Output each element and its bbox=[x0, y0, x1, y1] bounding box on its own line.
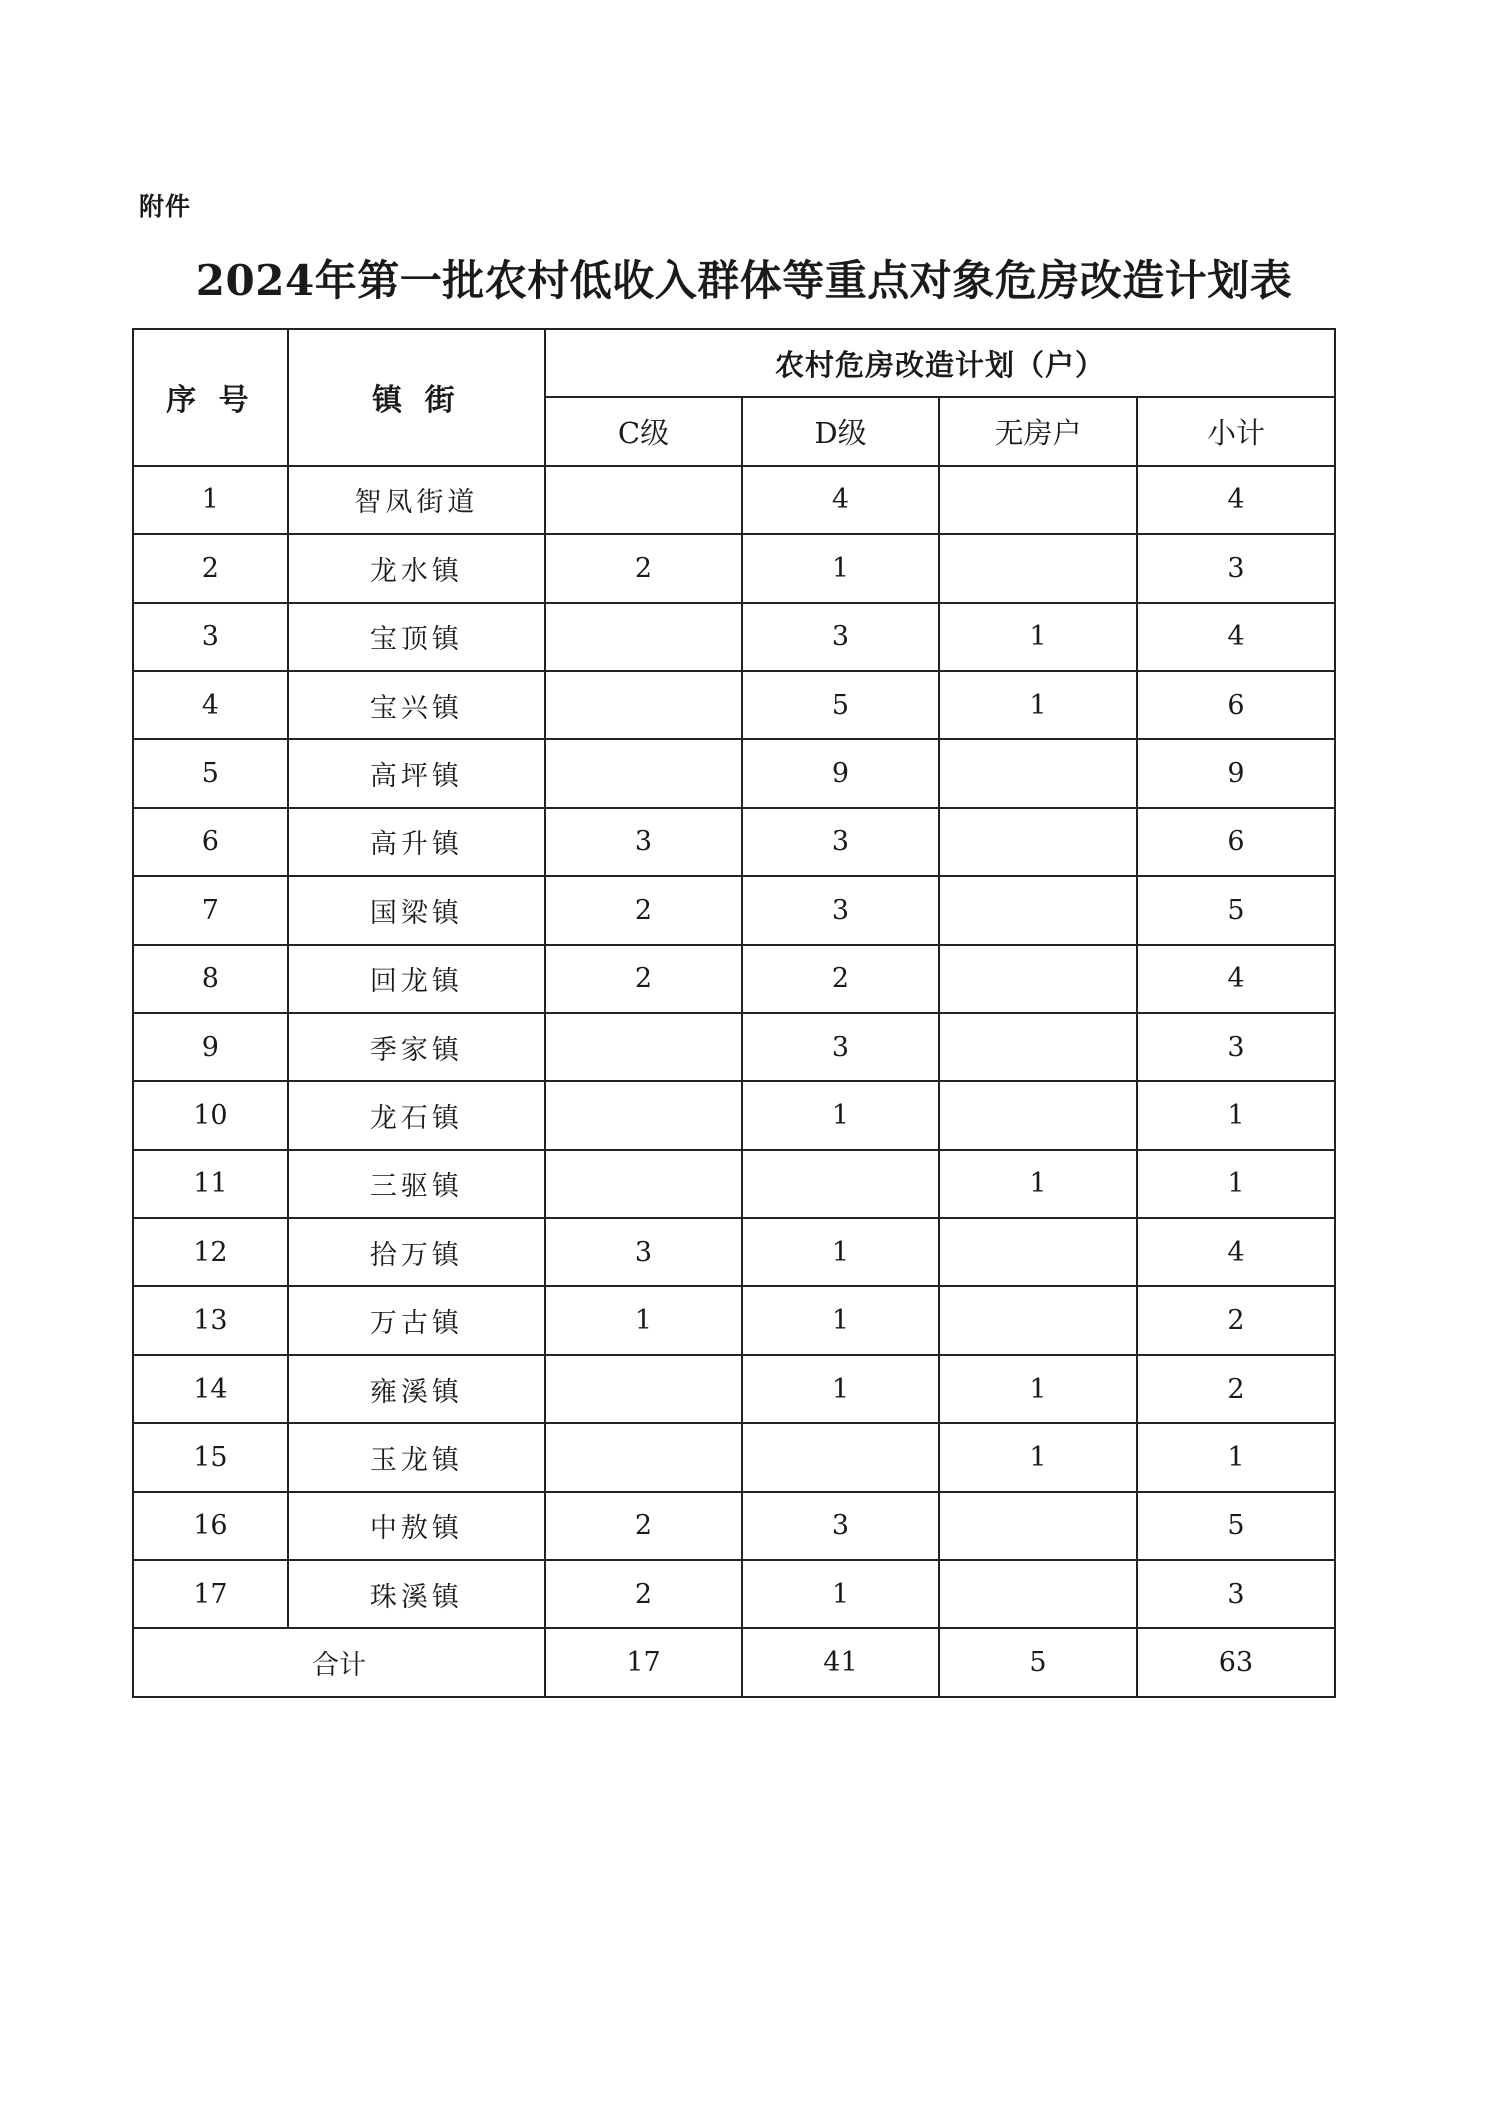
column-header-c-grade: C级 bbox=[545, 397, 742, 465]
cell-seq: 2 bbox=[133, 534, 288, 602]
cell-town: 三驱镇 bbox=[288, 1150, 545, 1218]
cell-town: 珠溪镇 bbox=[288, 1560, 545, 1628]
cell-c-grade bbox=[545, 671, 742, 739]
cell-seq: 7 bbox=[133, 876, 288, 944]
table-row bbox=[133, 1423, 1335, 1491]
cell-d-grade: 1 bbox=[742, 1560, 939, 1628]
cell-d-grade: 1 bbox=[742, 1218, 939, 1286]
cell-d-grade: 1 bbox=[742, 1081, 939, 1149]
cell-subtotal: 5 bbox=[1137, 876, 1335, 944]
cell-subtotal: 2 bbox=[1137, 1286, 1335, 1354]
cell-town: 智凤街道 bbox=[288, 466, 545, 534]
cell-town: 万古镇 bbox=[288, 1286, 545, 1354]
cell-town: 高升镇 bbox=[288, 808, 545, 876]
table-row bbox=[133, 808, 1335, 876]
table-row bbox=[133, 1081, 1335, 1149]
table-row bbox=[133, 1355, 1335, 1423]
table-row bbox=[133, 534, 1335, 602]
cell-seq: 17 bbox=[133, 1560, 288, 1628]
cell-seq: 11 bbox=[133, 1150, 288, 1218]
table-row bbox=[133, 1492, 1335, 1560]
cell-no-house: 1 bbox=[939, 671, 1137, 739]
table-row bbox=[133, 945, 1335, 1013]
cell-c-grade bbox=[545, 466, 742, 534]
cell-no-house: 1 bbox=[939, 603, 1137, 671]
cell-d-grade: 3 bbox=[742, 603, 939, 671]
cell-d-grade: 9 bbox=[742, 739, 939, 807]
cell-c-grade: 2 bbox=[545, 945, 742, 1013]
cell-no-house: 1 bbox=[939, 1423, 1137, 1491]
column-header-no-house: 无房户 bbox=[939, 397, 1137, 465]
column-header-d-grade: D级 bbox=[742, 397, 939, 465]
cell-c-grade bbox=[545, 603, 742, 671]
cell-d-grade: 3 bbox=[742, 876, 939, 944]
cell-subtotal: 1 bbox=[1137, 1081, 1335, 1149]
cell-seq: 9 bbox=[133, 1013, 288, 1081]
cell-seq: 15 bbox=[133, 1423, 288, 1491]
cell-c-grade bbox=[545, 1150, 742, 1218]
cell-c-grade bbox=[545, 1355, 742, 1423]
cell-town: 宝兴镇 bbox=[288, 671, 545, 739]
cell-d-grade: 3 bbox=[742, 1013, 939, 1081]
cell-subtotal: 4 bbox=[1137, 603, 1335, 671]
cell-no-house bbox=[939, 1560, 1137, 1628]
cell-town: 拾万镇 bbox=[288, 1218, 545, 1286]
cell-town: 中敖镇 bbox=[288, 1492, 545, 1560]
cell-seq: 10 bbox=[133, 1081, 288, 1149]
cell-seq: 14 bbox=[133, 1355, 288, 1423]
cell-c-grade: 2 bbox=[545, 1560, 742, 1628]
cell-subtotal: 6 bbox=[1137, 808, 1335, 876]
cell-no-house bbox=[939, 466, 1137, 534]
cell-d-grade: 3 bbox=[742, 1492, 939, 1560]
cell-no-house bbox=[939, 1081, 1137, 1149]
table-row bbox=[133, 876, 1335, 944]
cell-c-grade bbox=[545, 1013, 742, 1081]
table-row bbox=[133, 466, 1335, 534]
table-row bbox=[133, 671, 1335, 739]
cell-c-grade bbox=[545, 1081, 742, 1149]
cell-seq: 8 bbox=[133, 945, 288, 1013]
cell-no-house bbox=[939, 739, 1137, 807]
cell-c-grade: 1 bbox=[545, 1286, 742, 1354]
table-body bbox=[133, 466, 1335, 1629]
cell-no-house bbox=[939, 1286, 1137, 1354]
cell-c-grade: 2 bbox=[545, 876, 742, 944]
column-header-seq: 序 号 bbox=[133, 329, 288, 466]
cell-town: 高坪镇 bbox=[288, 739, 545, 807]
total-row bbox=[133, 1628, 1335, 1696]
cell-d-grade bbox=[742, 1150, 939, 1218]
cell-c-grade bbox=[545, 739, 742, 807]
cell-no-house: 1 bbox=[939, 1355, 1137, 1423]
cell-d-grade: 1 bbox=[742, 534, 939, 602]
table-header-row bbox=[133, 329, 1335, 397]
cell-subtotal: 1 bbox=[1137, 1150, 1335, 1218]
attachment-label: 附件 bbox=[139, 192, 192, 221]
cell-no-house bbox=[939, 876, 1137, 944]
cell-seq: 6 bbox=[133, 808, 288, 876]
cell-no-house bbox=[939, 945, 1137, 1013]
cell-c-grade: 3 bbox=[545, 808, 742, 876]
total-no-house: 5 bbox=[939, 1628, 1137, 1696]
cell-seq: 5 bbox=[133, 739, 288, 807]
cell-town: 季家镇 bbox=[288, 1013, 545, 1081]
cell-seq: 4 bbox=[133, 671, 288, 739]
total-subtotal: 63 bbox=[1137, 1628, 1335, 1696]
cell-no-house: 1 bbox=[939, 1150, 1137, 1218]
cell-town: 龙水镇 bbox=[288, 534, 545, 602]
table-row bbox=[133, 1218, 1335, 1286]
cell-seq: 13 bbox=[133, 1286, 288, 1354]
cell-d-grade: 4 bbox=[742, 466, 939, 534]
cell-seq: 16 bbox=[133, 1492, 288, 1560]
cell-d-grade: 1 bbox=[742, 1286, 939, 1354]
cell-no-house bbox=[939, 534, 1137, 602]
cell-subtotal: 6 bbox=[1137, 671, 1335, 739]
cell-seq: 12 bbox=[133, 1218, 288, 1286]
cell-d-grade: 3 bbox=[742, 808, 939, 876]
table-row bbox=[133, 1286, 1335, 1354]
table-row bbox=[133, 603, 1335, 671]
table-row bbox=[133, 739, 1335, 807]
cell-no-house bbox=[939, 1218, 1137, 1286]
table-row bbox=[133, 1560, 1335, 1628]
cell-town: 宝顶镇 bbox=[288, 603, 545, 671]
cell-subtotal: 4 bbox=[1137, 466, 1335, 534]
cell-no-house bbox=[939, 1013, 1137, 1081]
cell-subtotal: 2 bbox=[1137, 1355, 1335, 1423]
cell-subtotal: 3 bbox=[1137, 534, 1335, 602]
cell-d-grade: 5 bbox=[742, 671, 939, 739]
total-d-grade: 41 bbox=[742, 1628, 939, 1696]
cell-seq: 1 bbox=[133, 466, 288, 534]
cell-c-grade: 2 bbox=[545, 1492, 742, 1560]
cell-d-grade bbox=[742, 1423, 939, 1491]
renovation-plan-table bbox=[132, 328, 1336, 1698]
cell-subtotal: 5 bbox=[1137, 1492, 1335, 1560]
document-title: 2024年第一批农村低收入群体等重点对象危房改造计划表 bbox=[195, 256, 1293, 305]
cell-seq: 3 bbox=[133, 603, 288, 671]
cell-subtotal: 3 bbox=[1137, 1560, 1335, 1628]
cell-no-house bbox=[939, 1492, 1137, 1560]
cell-c-grade: 2 bbox=[545, 534, 742, 602]
column-header-town: 镇 街 bbox=[288, 329, 545, 466]
total-c-grade: 17 bbox=[545, 1628, 742, 1696]
cell-subtotal: 4 bbox=[1137, 945, 1335, 1013]
cell-subtotal: 1 bbox=[1137, 1423, 1335, 1491]
column-group-header: 农村危房改造计划（户） bbox=[545, 329, 1335, 397]
cell-c-grade bbox=[545, 1423, 742, 1491]
cell-subtotal: 9 bbox=[1137, 739, 1335, 807]
cell-c-grade: 3 bbox=[545, 1218, 742, 1286]
cell-town: 雍溪镇 bbox=[288, 1355, 545, 1423]
cell-d-grade: 1 bbox=[742, 1355, 939, 1423]
table-row bbox=[133, 1013, 1335, 1081]
cell-subtotal: 4 bbox=[1137, 1218, 1335, 1286]
cell-no-house bbox=[939, 808, 1137, 876]
cell-town: 玉龙镇 bbox=[288, 1423, 545, 1491]
total-label: 合计 bbox=[133, 1628, 545, 1696]
table-row bbox=[133, 1150, 1335, 1218]
cell-town: 回龙镇 bbox=[288, 945, 545, 1013]
cell-town: 龙石镇 bbox=[288, 1081, 545, 1149]
column-header-subtotal: 小计 bbox=[1137, 397, 1335, 465]
cell-subtotal: 3 bbox=[1137, 1013, 1335, 1081]
cell-d-grade: 2 bbox=[742, 945, 939, 1013]
cell-town: 国梁镇 bbox=[288, 876, 545, 944]
